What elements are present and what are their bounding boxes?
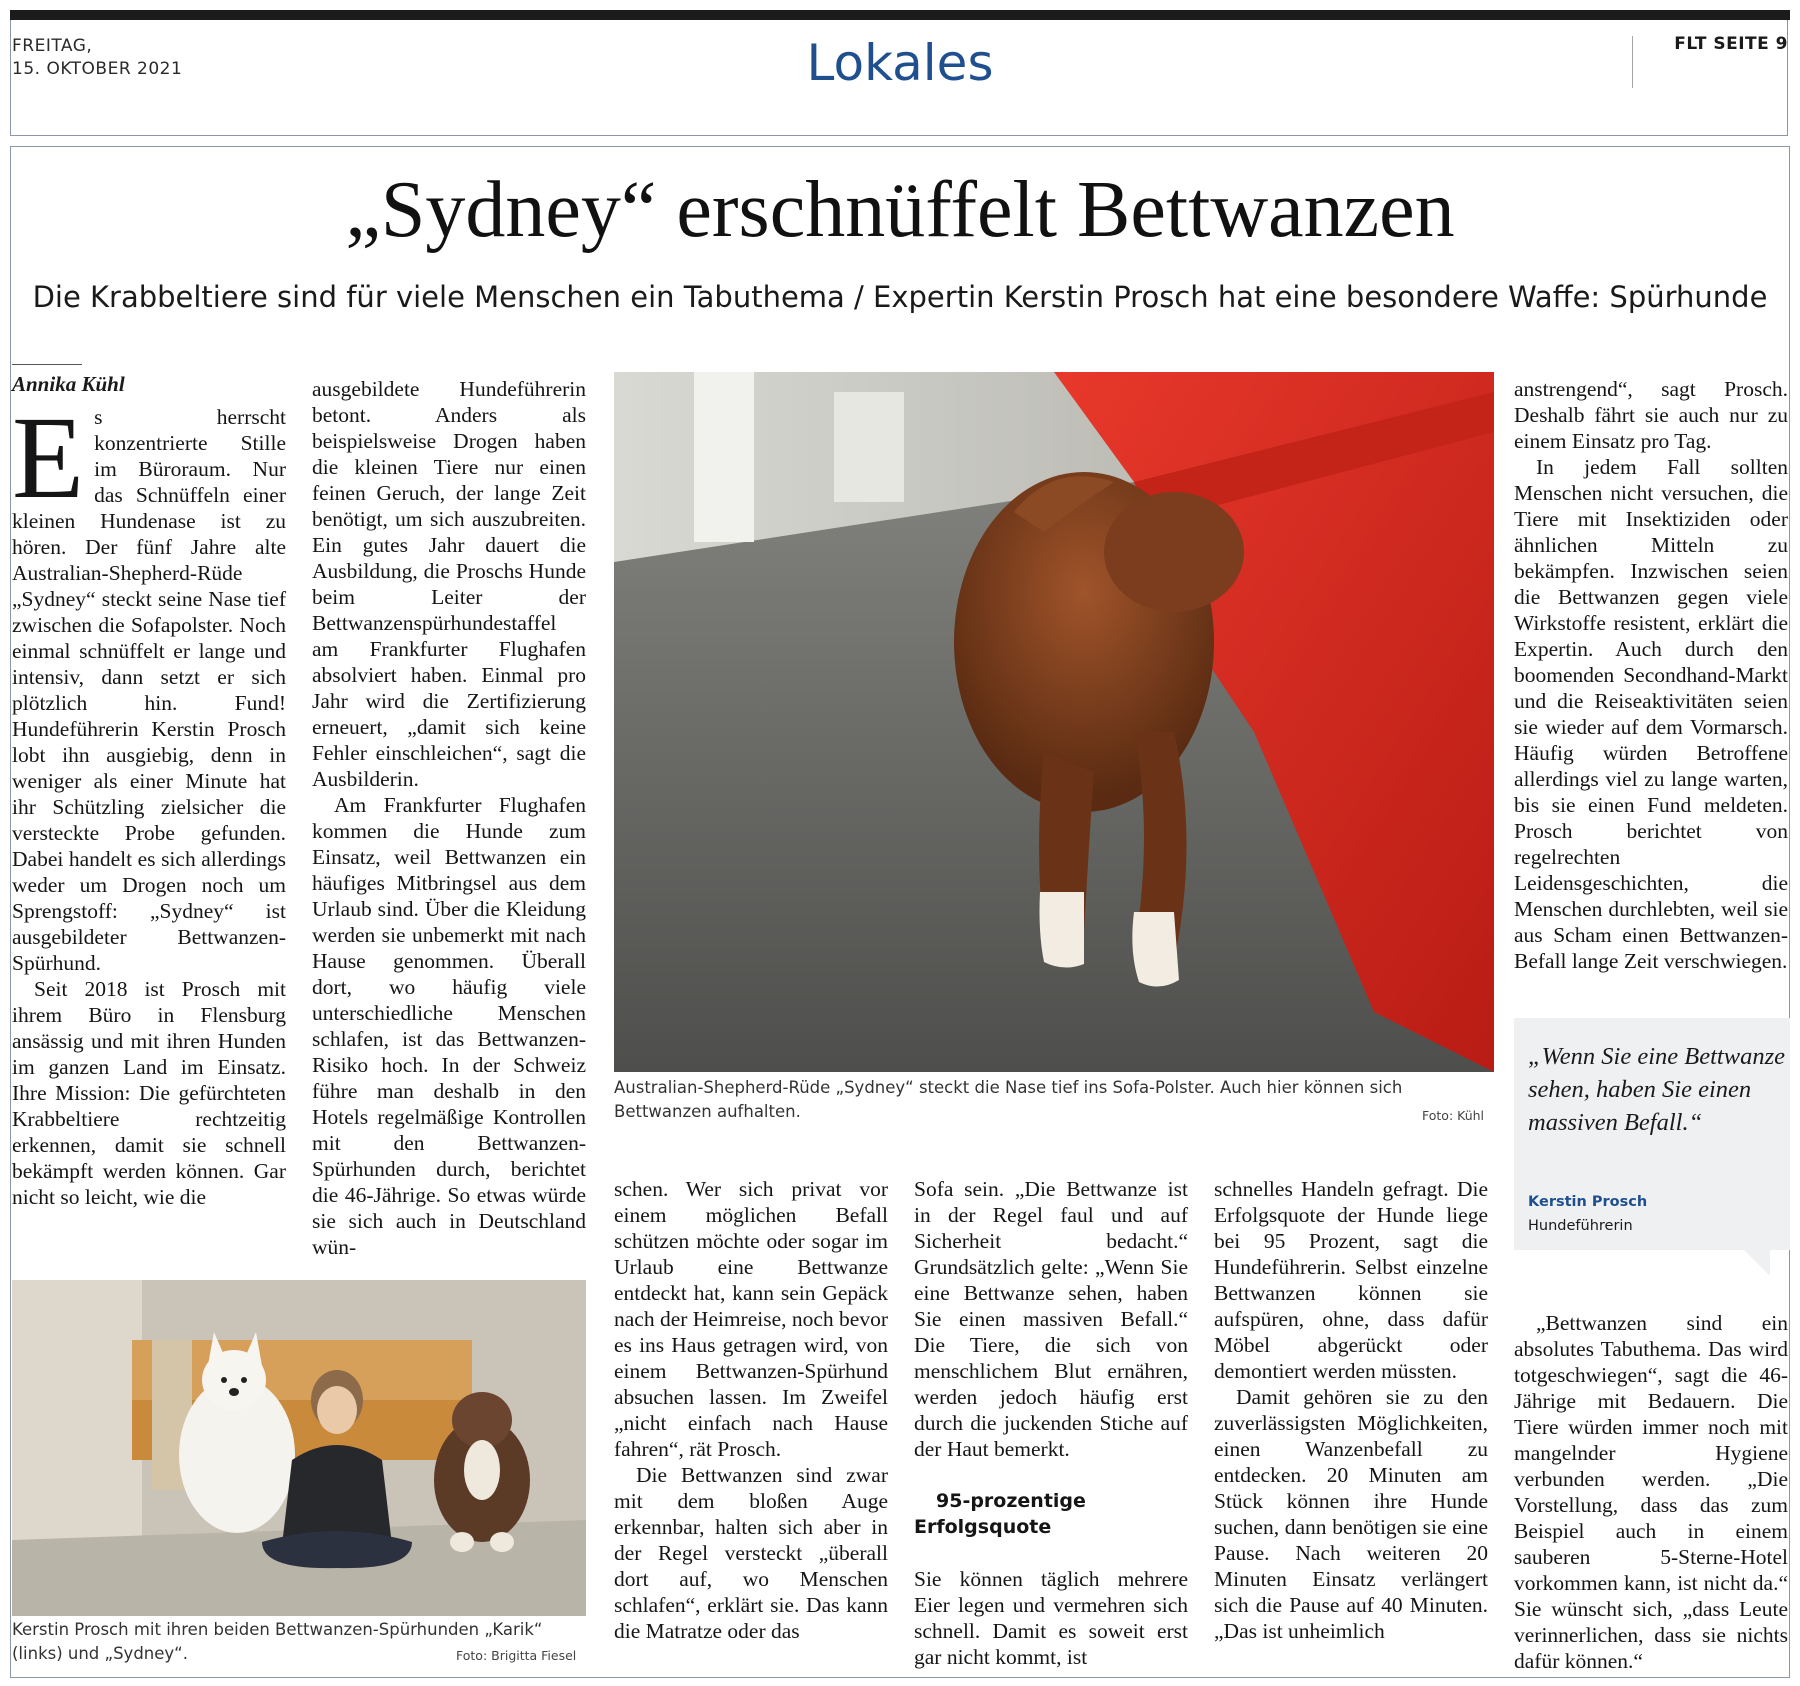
- paragraph: schnelles Handeln gefragt. Die Erfolgsquote der Hunde liege bei 95 Prozent, sagt die Hundeführerin. Selbst einzelne Bettwanzen können sie aufspüren, ohne, dass dafür Möbel abgerückt oder demontiert werden müssten.: [1214, 1177, 1488, 1383]
- pull-quote-tail: [1744, 1250, 1770, 1276]
- pull-quote-text: „Wenn Sie eine Bettwanze sehen, haben Sie einen massiven Befall.“: [1528, 1043, 1785, 1136]
- paragraph: [12, 392, 286, 976]
- column-4: [914, 1176, 1188, 1670]
- paragraph: Seit 2018 ist Prosch mit ihrem Büro in Flensburg ansässig und mit ihren Hunden im ganzen Land im Einsatz. Ihre Mission: Die gefürchteten Krabbeltiere rechtzeitig erkennen, damit sie schnell bekämpft werden können. Gar nicht so leicht, wie die: [12, 977, 286, 1209]
- column-3: [614, 1176, 888, 1644]
- headline: „Sydney“ erschnüffelt Bettwanzen: [345, 166, 1455, 254]
- crosshead: 95-prozentige Erfolgsquote: [914, 1490, 1086, 1538]
- main-photo: [614, 372, 1494, 1072]
- drop-cap: E: [12, 392, 85, 523]
- column-6-top: [1514, 376, 1788, 974]
- paragraph: Die Bettwanzen sind zwar mit dem bloßen Auge erkennbar, halten sich aber in der Regel versteckt „überall dort auf, wo Menschen schlafen“, erklärt sie. Das kann die Matratze oder das: [614, 1463, 888, 1643]
- paragraph: Am Frankfurter Flughafen kommen die Hunde zum Einsatz, weil Bettwanzen ein häufiges Mitbringsel aus dem Urlaub sind. Über die Kleidung werden sie unbemerkt mit nach Hause genommen. Überall dort, wo häufig viele unterschiedliche Menschen schlafen, ist das Bettwanzen-Risiko hoch. In der Schweiz führe man deshalb in den Hotels regelmäßige Kontrollen mit den Bettwanzen-Spürhunden durch, berichtet die 46-Jährige. So etwas würde sie sich auch in Deutschland wün-: [312, 793, 586, 1259]
- issue-weekday: FREITAG,: [12, 36, 93, 56]
- column-1: [12, 392, 286, 1210]
- pull-quote-name: Kerstin Prosch: [1528, 1194, 1648, 1210]
- column-6-bottom: [1514, 1310, 1788, 1674]
- main-photo-caption: Australian-Shepherd-Rüde „Sydney“ steckt die Nase tief ins Sofa-Polster. Auch hier können sich Bettwanzen aufhalten.: [614, 1078, 1403, 1121]
- paragraph: „Bettwanzen sind ein absolutes Tabuthema. Das wird totgeschwiegen“, sagt die 46-Jährige mit Bedauern. Die Tiere würden immer noch mit mangelnder Hygiene verbunden werden. „Die Vorstellung, dass das zum Beispiel auch in einem sauberen 5-Sterne-Hotel vorkommen kann, ist nicht da.“ Sie wünscht sich, „dass Leute verinnerlichen, dass sie nichts dafür können.“: [1514, 1311, 1788, 1673]
- author-rule: [12, 364, 82, 365]
- column-2: [312, 376, 586, 1260]
- paragraph: anstrengend“, sagt Prosch. Deshalb fährt sie auch nur zu einem Einsatz pro Tag.: [1514, 377, 1788, 453]
- secondary-photo-credit: Foto: Brigitta Fiesel: [456, 1648, 577, 1663]
- pull-quote-role: Hundeführerin: [1528, 1218, 1633, 1234]
- main-photo-credit: Foto: Kühl: [1422, 1108, 1485, 1123]
- secondary-photo: [12, 1280, 586, 1616]
- paragraph: Sofa sein. „Die Bettwanze ist in der Regel faul und auf Sicherheit bedacht.“ Grundsätzlich gelte: „Wenn Sie eine Bettwanze sehen, haben Sie einen massiven Befall.“ Die Tiere, die sich von menschlichem Blut ernähren, werden jedoch häufig erst durch die juckenden Stiche auf der Haut bemerkt.: [914, 1177, 1188, 1461]
- issue-day: 15. OKTOBER 2021: [12, 59, 183, 79]
- author-byline: Annika Kühl: [12, 372, 125, 396]
- masthead-bar: [10, 10, 1790, 20]
- paragraph-text: s herrscht konzentrierte Stille im Büroraum. Nur das Schnüffeln einer kleinen Hundenase ist zu hören. Der fünf Jahre alte Australian-Shepherd-Rüde „Sydney“ steckt seine Nase tief zwischen die Sofapolster. Noch einmal schnüffelt er lange und intensiv, dann setzt er sich plötzlich hin. Fund! Hundeführerin Kerstin Prosch lobt ihn ausgiebig, denn in weniger als einer Minute hat ihr Schützling zielsicher die versteckte Probe gefunden. Dabei handelt es sich allerdings weder um Drogen noch um Sprengstoff: „Sydney“ ist ausgebildeter Bettwanzen-Spürhund.: [12, 405, 286, 975]
- paragraph: ausgebildete Hundeführerin betont. Anders als beispielsweise Drogen haben die kleinen Tiere nur einen feinen Geruch, der lange Zeit benötigt, um sich auszubreiten. Ein gutes Jahr dauert die Ausbildung, die Proschs Hunde beim Leiter der Bettwanzenspürhundestaffel am Frankfurter Flughafen absolviert haben. Einmal pro Jahr wird die Zertifizierung erneuert, „damit sich keine Fehler einschleichen“, sagt die Ausbilderin.: [312, 377, 586, 791]
- masthead-divider: [1632, 36, 1633, 88]
- column-5: [1214, 1176, 1488, 1644]
- secondary-photo-caption: Kerstin Prosch mit ihren beiden Bettwanzen-Spürhunden „Karik“ (links) und „Sydney“.: [12, 1620, 543, 1663]
- paragraph: schen. Wer sich privat vor einem möglichen Befall schützen möchte oder sogar im Urlaub eine Bettwanze entdeckt hat, kann sein Gepäck nach der Heimreise, noch bevor es ins Haus getragen wird, von einem Bettwanzen-Spürhund absuchen lassen. Im Zweifel „nicht einfach nach Hause fahren“, rät Prosch.: [614, 1177, 889, 1461]
- subheadline: Die Krabbeltiere sind für viele Menschen ein Tabuthema / Expertin Kerstin Prosch hat eine besondere Waffe: Spürhunde: [32, 280, 1768, 314]
- paragraph: In jedem Fall sollten Menschen nicht versuchen, die Tiere mit Insektiziden oder ähnlichen Mitteln zu bekämpfen. Inzwischen seien die Bettwanzen gegen viele Wirkstoffe resistent, erklärt die Expertin. Auch durch den boomenden Secondhand-Markt und die Reiseaktivitäten seien sie wieder auf dem Vormarsch. Häufig würden Betroffene allerdings viel zu lange warten, bis sie einen Fund meldeten. Prosch berichtet von regelrechten Leidensgeschichten, die Menschen durchlebten, weil sie aus Scham einen Bettwanzen-Befall lange Zeit verschwiegen.: [1514, 455, 1788, 973]
- handler-with-two-dogs-image: [12, 1280, 586, 1616]
- page-number: FLT SEITE 9: [1674, 34, 1788, 54]
- paragraph: Sie können täglich mehrere Eier legen und vermehren sich schnell. Damit es soweit erst gar nicht kommt, ist: [914, 1567, 1188, 1669]
- dog-sniffing-sofa-image: [614, 372, 1494, 1072]
- section-title: Lokales: [806, 34, 994, 92]
- paragraph: Damit gehören sie zu den zuverlässigsten Möglichkeiten, einen Wanzenbefall zu entdecken. 20 Minuten am Stück können ihre Hunde suchen, dann benötigen sie eine Pause. Nach weiteren 20 Minuten Einsatz verlängert sich die Pause auf 40 Minuten. „Das ist unheimlich: [1214, 1385, 1488, 1643]
